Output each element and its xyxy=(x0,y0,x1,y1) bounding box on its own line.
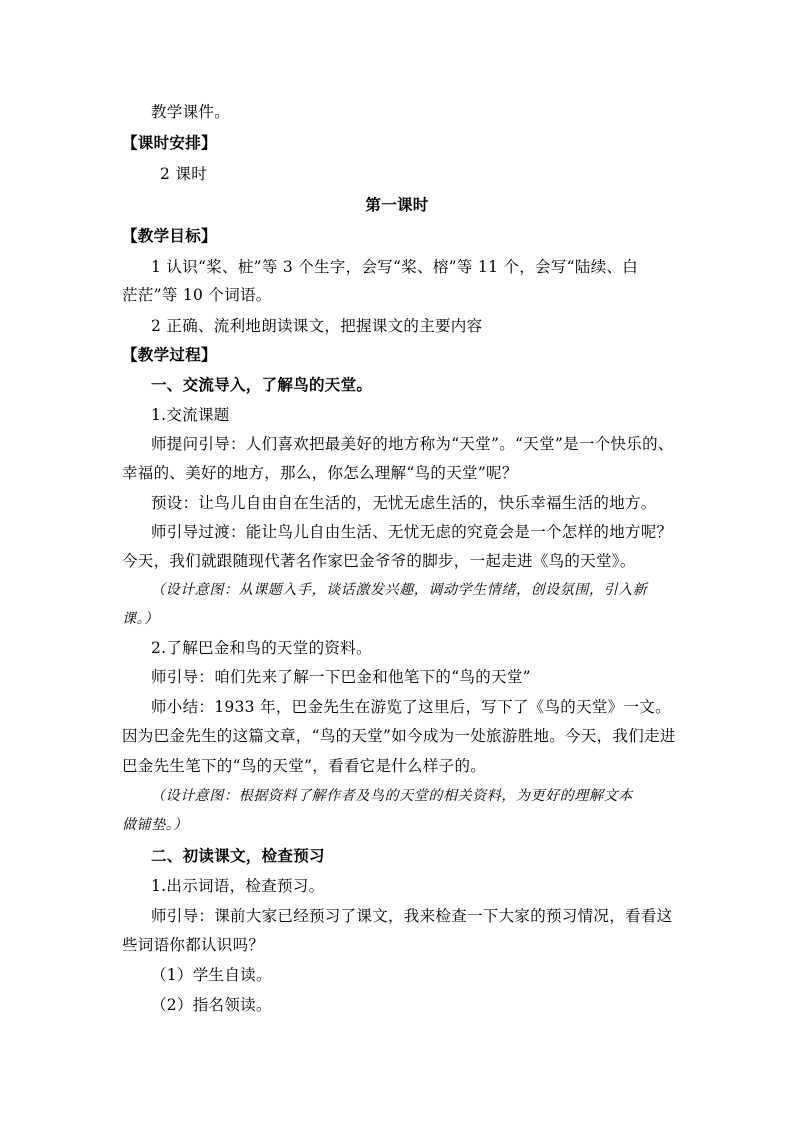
step-heading: 2.了解巴金和鸟的天堂的资料。 xyxy=(151,639,372,657)
part-2-heading: 二、初读课文，检查预习 xyxy=(151,846,325,865)
paragraph-line: 些词语你都认识吗？ xyxy=(122,936,265,954)
paragraph-line: 巴金先生笔下的“鸟的天堂”，看看它是什么样子的。 xyxy=(122,757,487,775)
lesson-title: 第一课时 xyxy=(365,195,429,214)
paragraph-line: 因为巴金先生的这篇文章，“鸟的天堂”如今成为一处旅游胜地。今天，我们走进 xyxy=(122,727,676,745)
list-item: （2）指名领读。 xyxy=(151,996,272,1014)
paragraph-line: 师引导：咱们先来了解一下巴金和他笔下的“鸟的天堂” xyxy=(151,668,531,686)
paragraph-line: 幸福的、美好的地方，那么，你怎么理解“鸟的天堂”呢？ xyxy=(122,464,518,482)
paragraph-line: 师提问引导：人们喜欢把最美好的地方称为“天堂”。“天堂”是一个快乐的、 xyxy=(151,435,674,453)
goal-1-text: 1 认识“桨、桩”等 3 个生字，会写“桨、榕”等 11 个，会写“陆续、白 xyxy=(151,258,639,276)
intro-text: 教学课件。 xyxy=(151,103,231,121)
goal-1-text-cont: 茫茫”等 10 个词语。 xyxy=(122,286,272,304)
design-note-cont: 课。） xyxy=(122,611,159,627)
schedule-text: 2 课时 xyxy=(160,165,207,183)
section-heading-goals: 【教学目标】 xyxy=(122,226,217,245)
goal-2-text: 2 正确、流利地朗读课文，把握课文的主要内容 xyxy=(151,317,483,335)
paragraph-line: 今天，我们就跟随现代著名作家巴金爷爷的脚步，一起走进《鸟的天堂》。 xyxy=(122,552,636,570)
list-item: （1）学生自读。 xyxy=(151,966,272,984)
step-heading: 1.交流课题 xyxy=(151,406,230,424)
design-note: （设计意图：根据资料了解作者及鸟的天堂的相关资料，为更好的理解文本 xyxy=(151,788,633,804)
design-note: （设计意图：从课题入手，谈话激发兴趣，调动学生情绪，创设氛围，引入新 xyxy=(151,582,648,598)
paragraph-line: 师引导过渡：能让鸟儿自由生活、无忧无虑的究竟会是一个怎样的地方呢？ xyxy=(151,523,673,541)
paragraph-line: 师引导：课前大家已经预习了课文，我来检查一下大家的预习情况，看看这 xyxy=(151,907,673,925)
part-1-heading: 一、交流导入，了解鸟的天堂。 xyxy=(151,375,373,394)
paragraph-line: 师小结：1933 年，巴金先生在游览了这里后，写下了《鸟的天堂》一文。 xyxy=(151,698,671,716)
section-heading-schedule: 【课时安排】 xyxy=(122,133,217,152)
step-heading: 1.出示词语，检查预习。 xyxy=(151,877,325,895)
section-heading-process: 【教学过程】 xyxy=(122,345,217,364)
paragraph-line: 预设：让鸟儿自由自在生活的，无忧无虑生活的，快乐幸福生活的地方。 xyxy=(151,494,657,512)
design-note-cont: 做铺垫。） xyxy=(122,817,188,833)
